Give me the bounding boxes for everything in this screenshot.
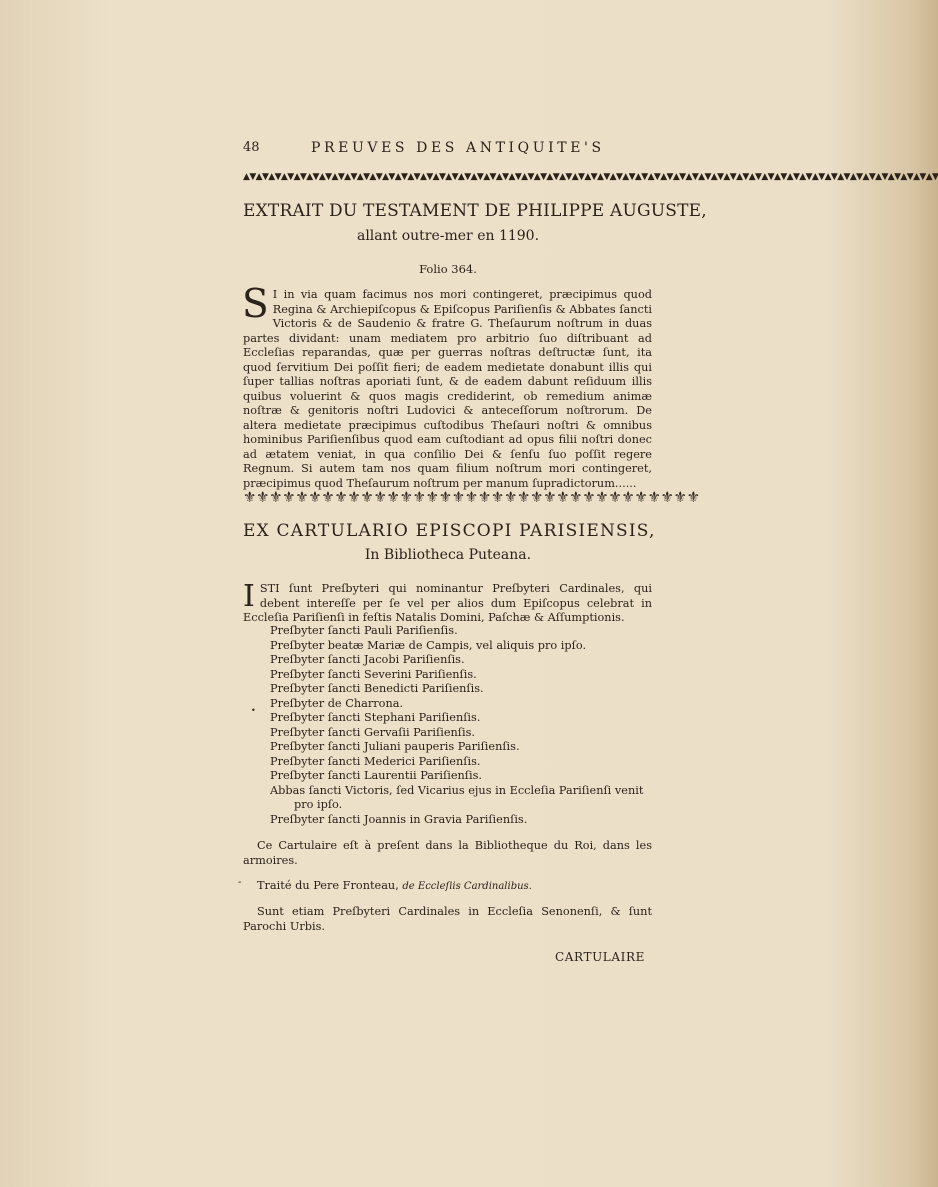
presbyter-list xyxy=(270,624,655,827)
margin-bullet: • xyxy=(251,706,256,715)
section2-paragraph xyxy=(243,579,652,626)
note-senonensi: Sunt etiam Preſbyteri Cardinales in Eccleſia Senonenſi, & ſunt Parochi Urbis. xyxy=(243,905,652,933)
list-item: Preſbyter ſancti Benedicti Pariſienſis. xyxy=(270,682,484,695)
section2-title: EX CARTULARIO EPISCOPI PARISIENSIS, xyxy=(243,521,656,541)
list-item: Preſbyter ſancti Laurentii Pariſienſis. xyxy=(270,769,482,782)
list-item: Preſbyter ſancti Stephani Pariſienſis. xyxy=(270,711,481,724)
list-item: Preſbyter ſancti Pauli Pariſienſis. xyxy=(270,624,458,637)
drop-cap: I xyxy=(243,579,255,614)
note-fronteau-title: de Eccleſiis Cardinalibus. xyxy=(402,881,532,892)
section1-title: EXTRAIT DU TESTAMENT DE PHILIPPE AUGUSTE, xyxy=(243,201,707,221)
list-item: Preſbyter ſancti Severini Pariſienſis. xyxy=(270,667,477,681)
list-item: Abbas ſancti Victoris, ſed Vicarius ejus in Eccleſia Pariſienſi venit xyxy=(270,783,644,797)
list-item: Preſbyter ſancti Juliani pauperis Pariſienſis. xyxy=(270,740,520,753)
section2-subtitle: In Bibliotheca Puteana. xyxy=(364,547,532,563)
list-item: Preſbyter ſancti Gervaſii Pariſienſis. xyxy=(270,725,475,739)
list-item: Preſbyter beatæ Mariæ de Campis, vel aliquis pro ipſo. xyxy=(270,638,587,652)
section1-text: I in via quam facimus nos mori contingeret, præcipimus quod Regina & Archiepiſcopus & Epiſcopus Pariſienſis & Abbates ſancti Victoris & de Saudenio & fratre G. Theſaurum noſtrum in duas partes dividant: unam mediatem pro arbitrio ſuo diſtribuant ad Eccleſias reparandas, quæ per guerras noſtras deſtructæ ſunt, ita quod ſervitium Dei poſſit fieri; de eadem medietate donabunt illis qui ſuper tallias noſtras aporiati ſunt, & de eadem dabunt reſiduum illis quibus voluerint & quos magis crediderint, ob remedium animæ noſtræ & genitoris noſtri Ludovici & anteceſſorum noſtrorum. De altera medietate præcipimus cuſtodibus Theſauri noſtri & omnibus hominibus Pariſienſibus quod eam cuſtodiant ad opus filii noſtri donec ad ætatem veniat, in qua conſilio Dei & ſenſu ſuo poſſit regere Regnum. Si autem tam nos quam filium noſtrum mori contingeret, præcipimus quod Theſaurum noſtrum per manum ſupradictorum...... xyxy=(243,288,652,490)
drop-cap: S xyxy=(242,282,269,327)
section2-text: STI ſunt Preſbyteri qui nominantur Preſbyteri Cardinales, qui debent intereſſe per ſe vel per alios dum Epiſcopus celebrat in Eccleſia Pariſienſi in feſtis Natalis Domini, Paſchæ & Aſſumptionis. xyxy=(243,582,652,624)
list-item-continuation-text: pro ipſo. xyxy=(294,798,343,811)
section1-folio: Folio 364. xyxy=(419,262,477,276)
page-number: 48 xyxy=(243,140,260,155)
section1-paragraph xyxy=(242,282,652,491)
page-header xyxy=(243,140,653,160)
ornamental-band-mid: ⚜⚜⚜⚜⚜⚜⚜⚜⚜⚜⚜⚜⚜⚜⚜⚜⚜⚜⚜⚜⚜⚜⚜⚜⚜⚜⚜⚜⚜⚜⚜⚜⚜⚜⚜ xyxy=(243,488,700,506)
note-cartulaire: Ce Cartulaire eſt à preſent dans la Bibliotheque du Roi, dans les armoires. xyxy=(243,839,652,867)
catchword: CARTULAIRE xyxy=(555,950,645,964)
note-fronteau-text: Traité du Pere Fronteau, xyxy=(257,879,399,892)
list-item: Preſbyter ſancti Jacobi Pariſienſis. xyxy=(270,653,465,666)
running-head: PREUVES DES ANTIQUITE'S xyxy=(311,140,605,156)
list-item-continuation xyxy=(270,798,655,813)
list-item: Preſbyter ſancti Mederici Pariſienſis. xyxy=(270,754,481,768)
margin-dash: - xyxy=(238,877,242,888)
list-item: Preſbyter de Charrona. xyxy=(270,696,404,710)
section1-subtitle: allant outre-mer en 1190. xyxy=(356,228,540,244)
note-fronteau xyxy=(243,879,652,895)
ornamental-band-top: ▲▼▲▼▲▼▲▼▲▼▲▼▲▼▲▼▲▼▲▼▲▼▲▼▲▼▲▼▲▼▲▼▲▼▲▼▲▼▲▼▲▼▲▼▲▼▲▼▲▼▲▼▲▼▲▼▲▼▲▼▲▼▲▼▲▼▲▼▲▼▲▼▲▼▲▼▲▼▲▼▲▼▲▼▲▼▲▼▲▼▲▼▲▼▲▼▲▼▲▼▲▼▲▼▲▼▲▼▲▼ xyxy=(243,172,938,182)
list-item: Preſbyter ſancti Joannis in Gravia Pariſienſis. xyxy=(270,812,528,826)
